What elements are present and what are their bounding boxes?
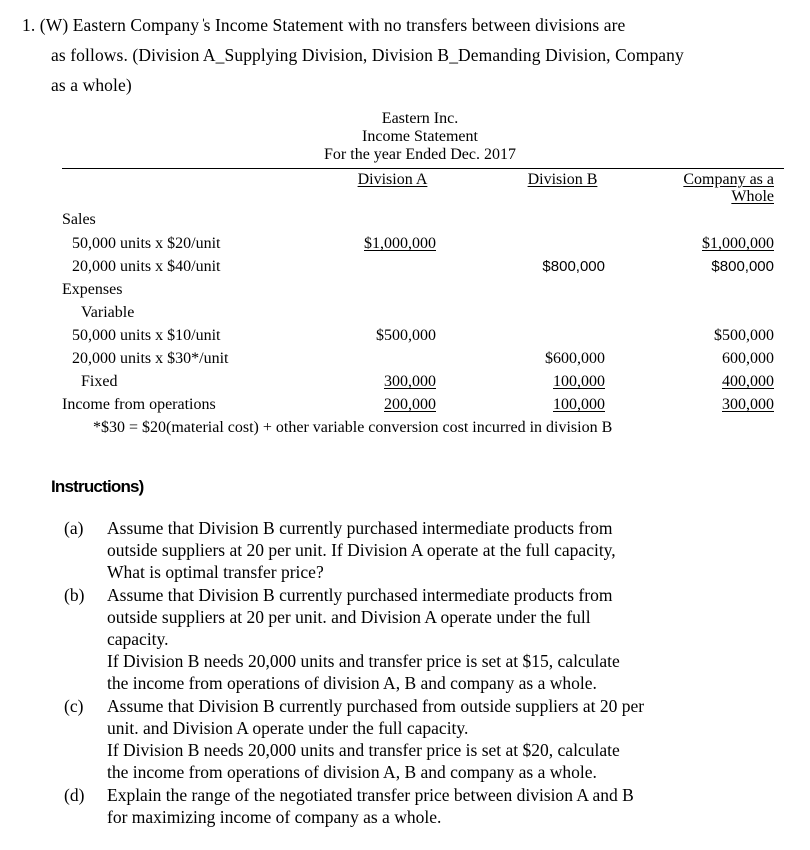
row-label-sales: Sales [62,211,96,228]
cell-sales-a-division-a: $1,000,000 [364,235,436,252]
cell-var-a-division-a: $500,000 [376,327,436,344]
question-line-3: as a whole) [51,75,132,95]
cell-fixed-division-a: 300,000 [384,373,436,390]
statement-period: For the year Ended Dec. 2017 [324,146,516,163]
instruction-label: (a) [64,518,84,538]
statement-title: Income Statement [362,128,478,145]
instruction-text: Explain the range of the negotiated transfer price between division A and B for maximizing income of company as a whole. [107,785,634,827]
cell-income-company: 300,000 [722,396,774,413]
cell-var-a-company: $500,000 [714,327,774,344]
instruction-text: Assume that Division B currently purchased intermediate products from outside suppliers at 20 per unit. and Division A operate under the full capacity. If Division B needs 20,000 units and transfer price is set at $15, calculate the income from operations of division A, B and company as a whole. [107,585,620,693]
cell-fixed-division-b: 100,000 [553,373,605,390]
row-label-var-a: 50,000 units x $10/unit [72,327,221,344]
column-company-line-2: Whole [731,188,774,205]
instruction-text: Assume that Division B currently purchased from outside suppliers at 20 per unit. and Division A operate under the full capacity. If Division B needs 20,000 units and transfer price is set at $20, calculate the income from operations of division A, B and company as a whole. [107,696,645,782]
cell-sales-b-company: $800,000 [711,258,774,275]
cell-fixed-company: 400,000 [722,373,774,390]
statement-footnote: *$30 = $20(material cost) + other variable conversion cost incurred in division B [93,419,613,436]
row-label-fixed: Fixed [81,373,118,390]
row-label-sales-a: 50,000 units x $20/unit [72,235,221,252]
question-line-1: 1. (W) Eastern Company ̍s Income Statement with no transfers between divisions are [22,15,626,35]
statement-company: Eastern Inc. [381,110,459,127]
row-label-income: Income from operations [62,396,216,413]
instruction-label: (d) [64,785,85,805]
row-label-variable: Variable [81,304,135,321]
cell-sales-a-company: $1,000,000 [702,235,774,252]
cell-sales-b-division-b: $800,000 [542,258,605,275]
row-label-sales-b: 20,000 units x $40/unit [72,258,221,275]
cell-var-b-division-b: $600,000 [545,350,605,367]
row-label-expenses: Expenses [62,281,123,298]
instruction-text: Assume that Division B currently purchased intermediate products from outside suppliers at 20 per unit. If Division A operate at the full capacity, What is optimal transfer price? [107,518,616,582]
row-label-var-b: 20,000 units x $30*/unit [72,350,229,367]
column-company-line-1: Company as a [683,171,774,188]
instructions-heading: Instructions) [51,477,144,496]
instruction-label: (c) [64,696,84,716]
header-rule [62,168,784,169]
column-division-a: Division A [357,171,428,188]
question-line-2: as follows. (Division A_Supplying Division, Division B_Demanding Division, Company [51,45,684,65]
cell-income-division-a: 200,000 [384,396,436,413]
instruction-label: (b) [64,585,85,605]
cell-var-b-company: 600,000 [722,350,774,367]
cell-income-division-b: 100,000 [553,396,605,413]
column-division-b: Division B [527,171,598,188]
